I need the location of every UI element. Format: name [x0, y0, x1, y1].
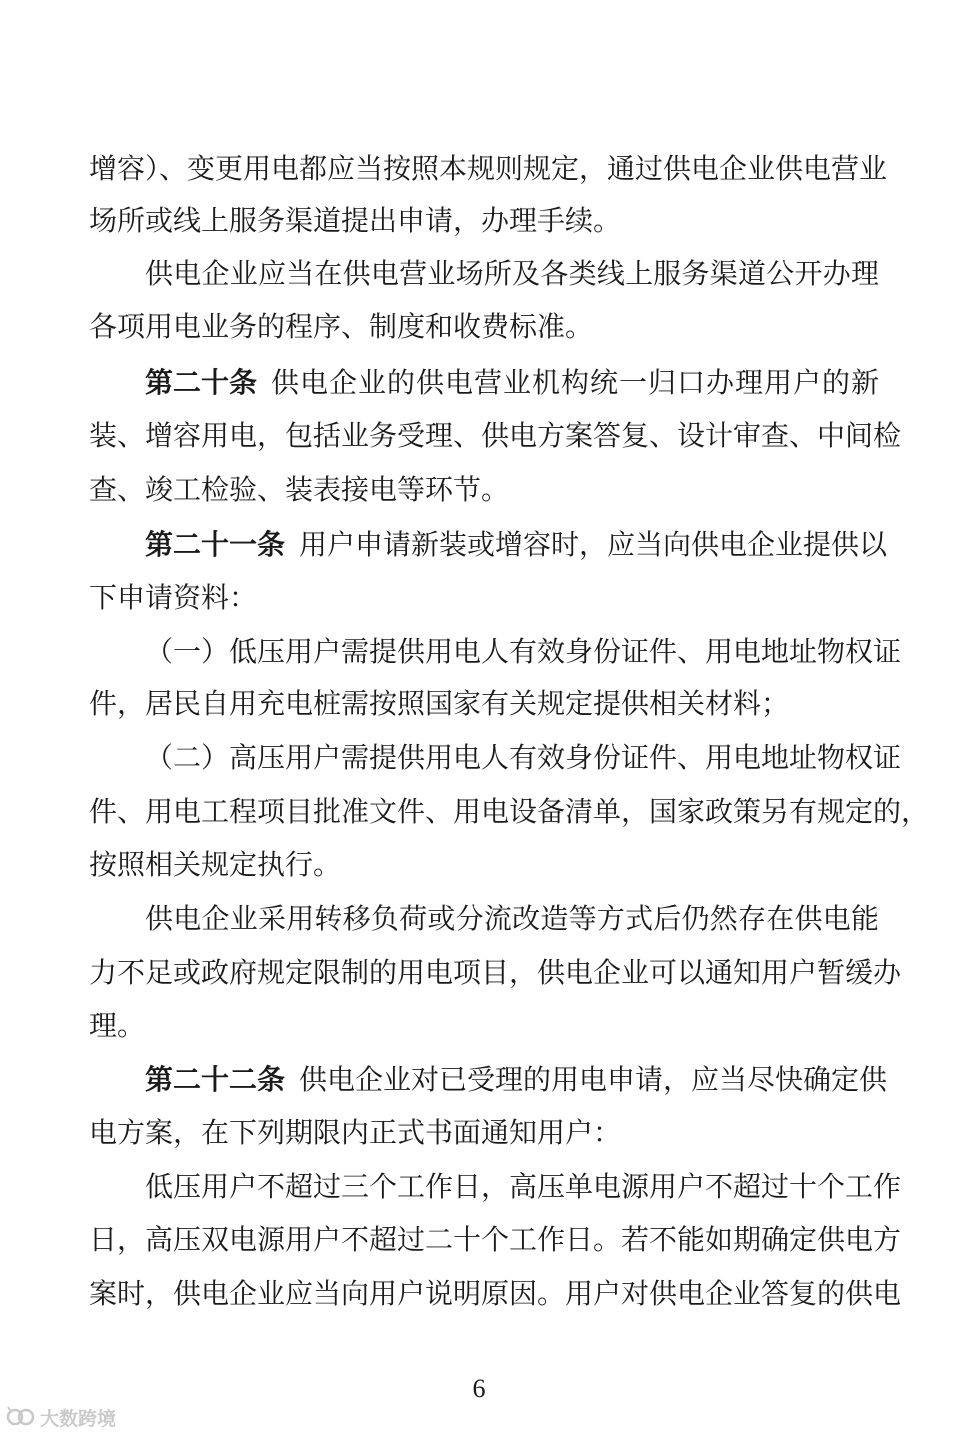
text-line: （二）高压用户需提供用电人有效身份证件、用电地址物权证 — [145, 741, 902, 774]
text-line: 案时，供电企业应当向用户说明原因。用户对供电企业答复的供电 — [89, 1277, 902, 1310]
text-line: 件，居民自用充电桩需按照国家有关规定提供相关材料； — [89, 687, 790, 720]
watermark-text: 大数跨境 — [40, 1407, 117, 1430]
text-line: 供电企业采用转移负荷或分流改造等方式后仍然存在供电能 — [145, 902, 879, 935]
text-line: 用户申请新装或增容时，应当向供电企业提供以 — [299, 528, 888, 561]
article-20-first-line — [145, 365, 879, 401]
article-heading: 第二十条 — [145, 366, 258, 399]
text-line: 供电企业应当在供电营业场所及各类线上服务渠道公开办理 — [145, 257, 879, 290]
page-number: 6 — [472, 1374, 486, 1403]
text-line: 电方案，在下列期限内正式书面通知用户： — [89, 1116, 622, 1149]
text-line: 下申请资料： — [89, 581, 258, 614]
text-line: 低压用户不超过三个工作日，高压单电源用户不超过十个工作 — [145, 1170, 902, 1203]
brand-logo-icon — [6, 1406, 36, 1428]
article-21-first-line — [145, 527, 888, 563]
article-heading: 第二十一条 — [145, 528, 286, 561]
text-line: 装、增容用电，包括业务受理、供电方案答复、设计审查、中间检 — [89, 419, 902, 452]
text-line: 各项用电业务的程序、制度和收费标准。 — [89, 310, 594, 343]
text-line: 力不足或政府规定限制的用电项目，供电企业可以通知用户暂缓办 — [89, 956, 902, 989]
text-line: 日，高压双电源用户不超过二十个工作日。若不能如期确定供电方 — [89, 1223, 902, 1256]
text-line: 理。 — [89, 1009, 146, 1042]
text-line: 件、用电工程项目批准文件、用电设备清单，国家政策另有规定的， — [89, 795, 930, 828]
watermark — [6, 1402, 116, 1432]
text-line: （一）低压用户需提供用电人有效身份证件、用电地址物权证 — [145, 635, 902, 668]
article-22-first-line — [145, 1062, 888, 1098]
text-line: 按照相关规定执行。 — [89, 848, 342, 881]
text-line: 场所或线上服务渠道提出申请，办理手续。 — [89, 204, 622, 237]
text-line: 供电企业对已受理的用电申请，应当尽快确定供 — [299, 1063, 888, 1096]
text-line: 增容）、变更用电都应当按照本规则规定，通过供电企业供电营业 — [89, 152, 888, 185]
text-line: 供电企业的供电营业机构统一归口办理用户的新 — [271, 366, 879, 399]
text-line: 查、竣工检验、装表接电等环节。 — [89, 473, 510, 506]
article-heading: 第二十二条 — [145, 1063, 286, 1096]
